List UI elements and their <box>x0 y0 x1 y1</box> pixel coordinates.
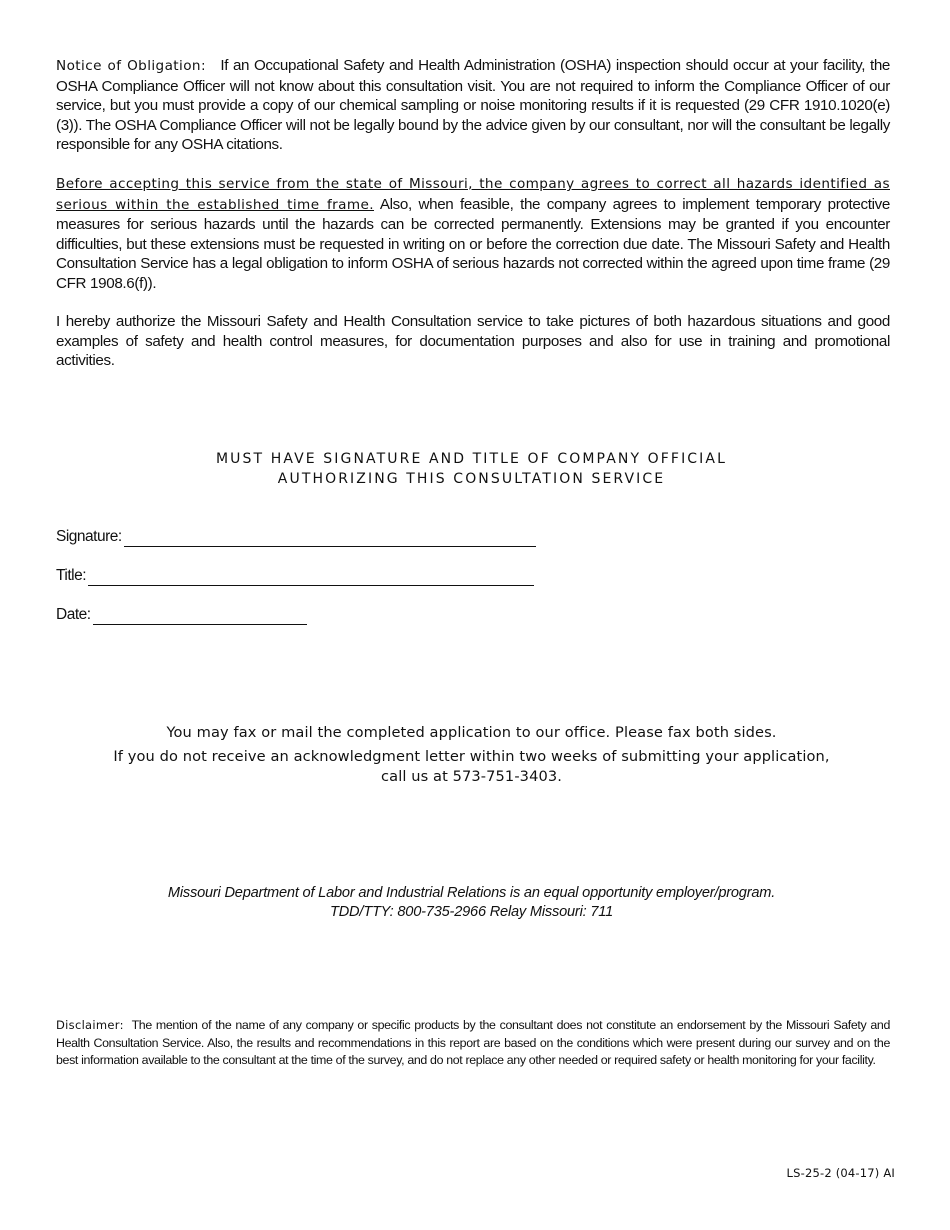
date-field[interactable] <box>93 608 307 625</box>
date-label: Date: <box>56 606 91 623</box>
agreement-text: Also, when feasible, the company agrees to implement temporary protective measures for serious hazards until the hazards can be corrected permanently. Extensions may be granted if you encounter difficulties, but these extensions must be requested in writing on or before the correction due date. The Missouri Safety and Health Consultation Service has a legal obligation to inform OSHA of serious hazards not corrected within the agreed upon time frame (29 CFR 1908.6(f)). <box>56 195 890 292</box>
signature-heading-line2: AUTHORIZING THIS CONSULTATION SERVICE <box>277 471 666 487</box>
tdd-relay-numbers: TDD/TTY: 800-735-2966 Relay Missouri: 711 <box>330 904 613 920</box>
contact-phone-note: call us at 573-751-3403. <box>381 768 562 785</box>
signature-heading-line1: MUST HAVE SIGNATURE AND TITLE OF COMPANY OFFICIAL <box>216 451 727 467</box>
title-label: Title: <box>56 567 87 584</box>
disclaimer-paragraph <box>56 1017 890 1070</box>
acknowledgment-note: If you do not receive an acknowledgment letter within two weeks of submitting your application, <box>113 748 830 765</box>
signature-field[interactable] <box>124 530 536 547</box>
signature-row <box>56 525 536 547</box>
disclaimer-label: Disclaimer: <box>56 1018 124 1032</box>
notice-text: If an Occupational Safety and Health Administration (OSHA) inspection should occur at your facility, the OSHA Compliance Officer will not know about this consultation visit. You are not required to inform the Compliance Officer of our service, but you must provide a copy of our chemical sampling or noise monitoring results if it is requested (29 CFR 1910.1020(e)(3)). The OSHA Compliance Officer will not be legally bound by the advice given by our consultant, nor will the consultant be legally responsible for any OSHA citations. <box>56 57 891 154</box>
agreement-underlined-text: Before accepting this service from the state of Missouri, the company agrees to correct all hazards identified as serious within the established time frame. <box>56 176 890 213</box>
authorization-paragraph <box>56 312 890 371</box>
notice-of-obligation-paragraph <box>56 56 890 155</box>
signature-label: Signature: <box>56 528 122 545</box>
agreement-paragraph <box>56 174 890 294</box>
form-code: LS-25-2 (04-17) AI <box>786 1166 895 1180</box>
equal-opportunity-statement: Missouri Department of Labor and Industrial Relations is an equal opportunity employer/program. <box>167 885 776 901</box>
title-row <box>56 564 534 586</box>
fax-instructions: You may fax or mail the completed application to our office. Please fax both sides. <box>166 724 777 741</box>
notice-label: Notice of Obligation: <box>56 58 206 74</box>
title-field[interactable] <box>88 569 534 586</box>
authorization-text: I hereby authorize the Missouri Safety and Health Consultation service to take pictures of both hazardous situations and good examples of safety and health control measures, for documentation purposes and also for use in training and promotional activities. <box>56 313 890 370</box>
date-row <box>56 603 307 625</box>
disclaimer-text: The mention of the name of any company or specific products by the consultant does not constitute an endorsement by the Missouri Safety and Health Consultation Service. Also, the results and recommendations in this report are based on the conditions which were present during our survey and on the best information available to the consultant at the time of the survey, and do not replace any other needed or required safety or health monitoring for your facility. <box>56 1018 890 1068</box>
